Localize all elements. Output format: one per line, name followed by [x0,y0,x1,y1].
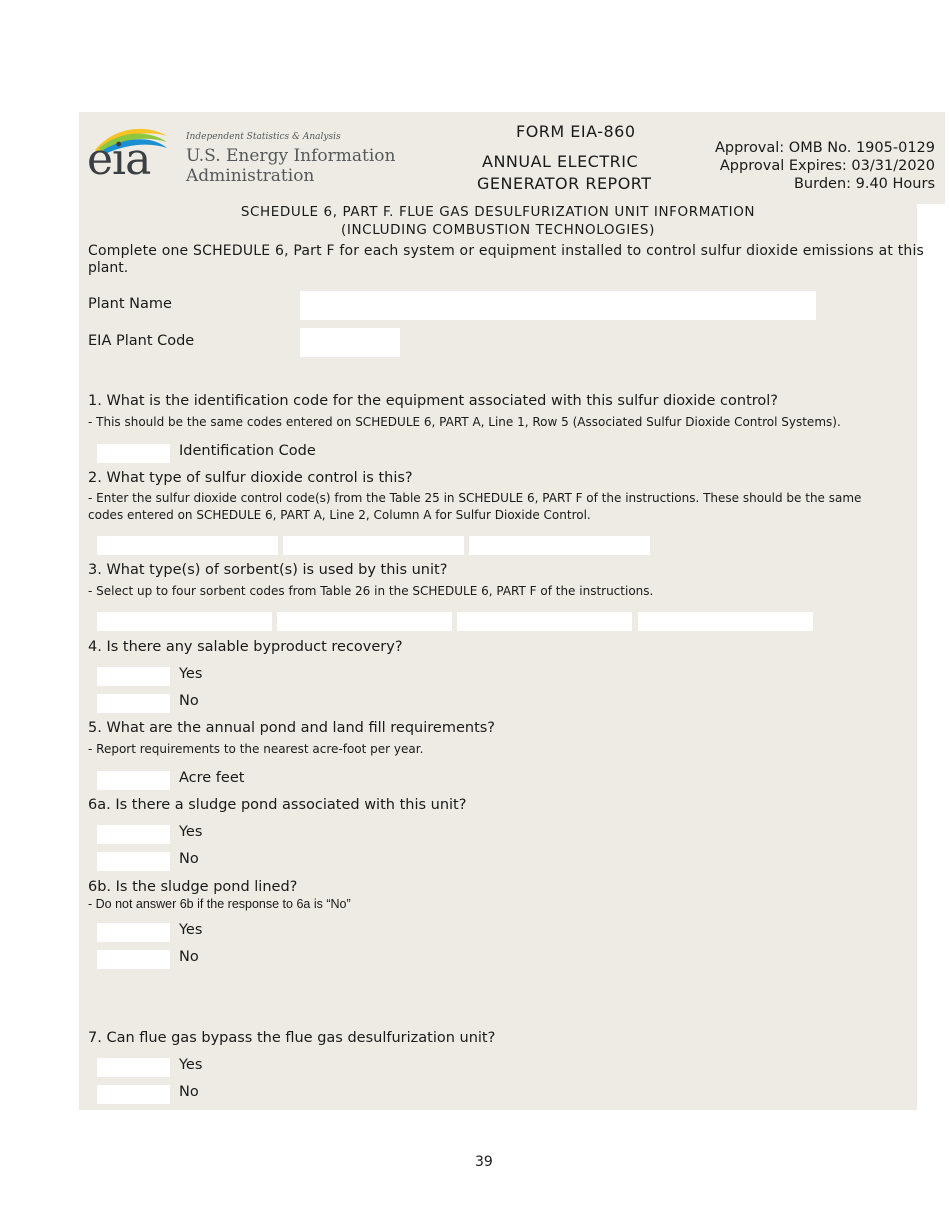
q3-sorbent-code-input-3[interactable] [457,612,632,631]
q6a-no-input[interactable] [97,852,170,871]
q6b-yes-label: Yes [179,922,203,938]
schedule-title-line2: (INCLUDING COMBUSTION TECHNOLOGIES) [341,222,655,238]
q6b-no-input[interactable] [97,950,170,969]
q6b-no-label: No [179,949,199,965]
q4-yes-input[interactable] [97,667,170,686]
q6a-yes-input[interactable] [97,825,170,844]
q6b-note: - Do not answer 6b if the response to 6a is “No” [88,897,351,911]
plant-name-label: Plant Name [88,296,172,312]
schedule-title-line1: SCHEDULE 6, PART F. FLUE GAS DESULFURIZATION UNIT INFORMATION [240,204,756,220]
logo-org-line2: Administration [186,166,315,186]
q7-no-input[interactable] [97,1085,170,1104]
form-title-line2: GENERATOR REPORT [477,174,652,193]
q2-text: 2. What type of sulfur dioxide control is this? [88,470,413,486]
q2-control-code-input-3[interactable] [469,536,650,555]
q3-text: 3. What type(s) of sorbent(s) is used by this unit? [88,562,448,578]
q4-yes-label: Yes [179,666,203,682]
q4-no-input[interactable] [97,694,170,713]
q1-text: 1. What is the identification code for the equipment associated with this sulfur dioxide control? [88,393,778,409]
q3-note: - Select up to four sorbent codes from Table 26 in the SCHEDULE 6, PART F of the instructions. [88,584,654,598]
q5-acre-feet-input[interactable] [97,771,170,790]
approval-burden: Burden: 9.40 Hours [793,176,935,192]
approval-expires: Approval Expires: 03/31/2020 [719,158,935,174]
form-panel [79,112,917,1110]
q2-control-code-input-1[interactable] [97,536,278,555]
page-number: 39 [475,1154,493,1170]
q2-note-line2: codes entered on SCHEDULE 6, PART A, Line 2, Column A for Sulfur Dioxide Control. [88,508,591,522]
logo-org-line1: U.S. Energy Information [186,146,396,166]
q7-yes-input[interactable] [97,1058,170,1077]
q7-yes-label: Yes [179,1057,203,1073]
q6a-no-label: No [179,851,199,867]
eia-logo [87,122,396,188]
q2-control-code-input-2[interactable] [283,536,464,555]
schedule-instruction-line1: Complete one SCHEDULE 6, Part F for each system or equipment installed to control sulfur dioxide emissions at this [88,243,925,259]
q2-note-line1: - Enter the sulfur dioxide control code(s) from the Table 25 in SCHEDULE 6, PART F of the instructions. These should be the same [88,491,862,505]
eia-wordmark: eia [87,134,151,185]
approval-block [715,139,935,193]
q3-sorbent-code-input-2[interactable] [277,612,452,631]
plant-code-label: EIA Plant Code [88,333,195,349]
q7-no-label: No [179,1084,199,1100]
q3-sorbent-code-input-4[interactable] [638,612,813,631]
q4-no-label: No [179,693,199,709]
q6b-yes-input[interactable] [97,923,170,942]
q5-text: 5. What are the annual pond and land fill requirements? [88,720,495,736]
q3-sorbent-code-input-1[interactable] [97,612,272,631]
logo-tagline: Independent Statistics & Analysis [186,132,341,142]
form-title-line1: ANNUAL ELECTRIC [482,152,639,171]
q4-text: 4. Is there any salable byproduct recovery? [88,639,403,655]
q6a-text: 6a. Is there a sludge pond associated with this unit? [88,797,467,813]
form-id: FORM EIA-860 [516,122,636,141]
approval-omb: Approval: OMB No. 1905-0129 [714,140,935,156]
q1-note: - This should be the same codes entered on SCHEDULE 6, PART A, Line 1, Row 5 (Associated Sulfur Dioxide Control Systems). [88,415,841,429]
plant-name-input[interactable] [300,291,816,320]
q1-identification-code-input[interactable] [97,444,170,463]
q7-text: 7. Can flue gas bypass the flue gas desulfurization unit? [88,1030,496,1046]
q1-field-label: Identification Code [179,443,316,459]
q6a-yes-label: Yes [179,824,203,840]
schedule-instruction-line2: plant. [88,260,129,276]
q5-field-label: Acre feet [179,770,245,786]
q6b-text: 6b. Is the sludge pond lined? [88,879,298,895]
q5-note: - Report requirements to the nearest acre-foot per year. [88,742,424,756]
plant-code-input[interactable] [300,328,400,357]
